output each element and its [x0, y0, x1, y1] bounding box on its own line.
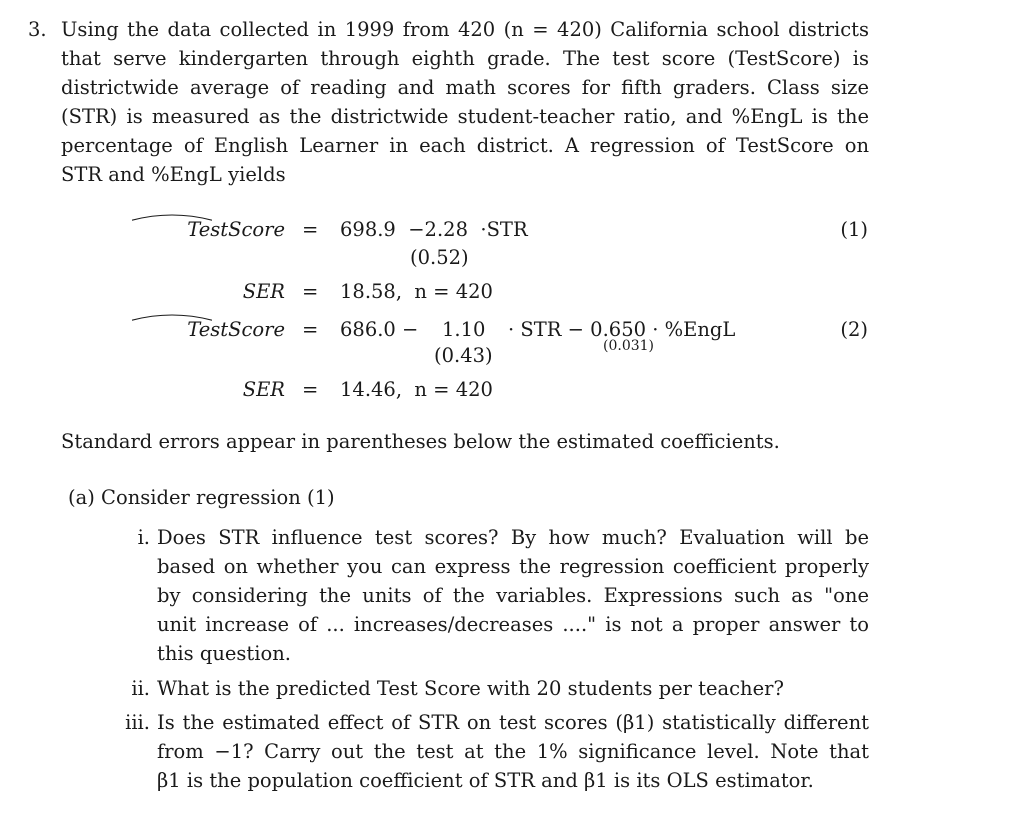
equation-1-tag: (1) — [840, 218, 868, 241]
item-iii-label: iii. — [125, 711, 150, 734]
intro-line: STR and %EngL yields — [61, 163, 286, 186]
item-line: from −1? Carry out the test at the 1% significance level. Note that — [157, 740, 869, 763]
part-a-text: Consider regression (1) — [101, 486, 335, 509]
equation-1 — [0, 215, 1024, 275]
part-a — [68, 483, 335, 512]
intro-line: districtwide average of reading and math scores for fifth graders. Class size — [61, 76, 869, 99]
equation-2 — [0, 315, 1024, 375]
equation-1-lhs-text: TestScore — [187, 218, 285, 241]
item-iii — [157, 708, 869, 795]
equation-1-se: (0.52) — [410, 246, 469, 269]
item-line: unit increase of ... increases/decreases ...." is not a proper answer to — [157, 613, 869, 636]
intro-line: that serve kindergarten through eighth grade. The test score (TestScore) is — [61, 47, 869, 70]
problem-number: 3. — [28, 18, 47, 41]
equation-2-lhs-text: TestScore — [187, 318, 285, 341]
equation-1-lhs — [120, 215, 285, 245]
item-line: What is the predicted Test Score with 20 students per teacher? — [157, 677, 784, 700]
ser-1-lhs — [120, 277, 285, 307]
item-line: by considering the units of the variables. Expressions such as "one — [157, 584, 869, 607]
equation-2-equals: = — [302, 318, 319, 341]
equation-2-lhs — [120, 315, 285, 345]
intro-line: Using the data collected in 1999 from 420 (n = 420) California school districts — [61, 18, 869, 41]
item-line: this question. — [157, 642, 291, 665]
ser-1-rhs: 18.58, n = 420 — [340, 280, 493, 303]
item-i-label: i. — [137, 526, 150, 549]
equation-2-se-c: (0.031) — [603, 338, 655, 354]
ser-2-lhs — [120, 375, 285, 405]
problem-intro — [61, 15, 869, 189]
standard-errors-note: Standard errors appear in parentheses below the estimated coefficients. — [61, 430, 780, 453]
equation-2-se-b: (0.43) — [434, 344, 493, 367]
item-line: β1 is the population coefficient of STR and β1 is its OLS estimator. — [157, 769, 814, 792]
ser-2-equals: = — [302, 378, 319, 401]
ser-2 — [0, 375, 1024, 405]
ser-1 — [0, 277, 1024, 307]
ser-2-rhs: 14.46, n = 420 — [340, 378, 493, 401]
equation-2-rhs-c: · STR − 0.650 · %EngL — [508, 318, 736, 341]
item-ii-label: ii. — [131, 677, 150, 700]
equation-2-rhs-b: 1.10 — [442, 318, 486, 341]
item-ii — [157, 674, 869, 703]
part-a-label: (a) — [68, 486, 95, 509]
equation-2-rhs-a: 686.0 − — [340, 318, 419, 341]
item-line: based on whether you can express the regression coefficient properly — [157, 555, 869, 578]
equation-2-tag: (2) — [840, 318, 868, 341]
equation-1-equals: = — [302, 218, 319, 241]
item-line: Does STR influence test scores? By how much? Evaluation will be — [157, 526, 869, 549]
ser-1-equals: = — [302, 280, 319, 303]
equation-1-rhs: 698.9 −2.28 ·STR — [340, 218, 528, 241]
item-i — [157, 523, 869, 668]
intro-line: percentage of English Learner in each district. A regression of TestScore on — [61, 134, 869, 157]
ser-2-lhs-text: SER — [242, 378, 285, 401]
intro-line: (STR) is measured as the districtwide student-teacher ratio, and %EngL is the — [61, 105, 869, 128]
item-line: Is the estimated effect of STR on test scores (β1) statistically different — [157, 711, 869, 734]
ser-1-lhs-text: SER — [242, 280, 285, 303]
